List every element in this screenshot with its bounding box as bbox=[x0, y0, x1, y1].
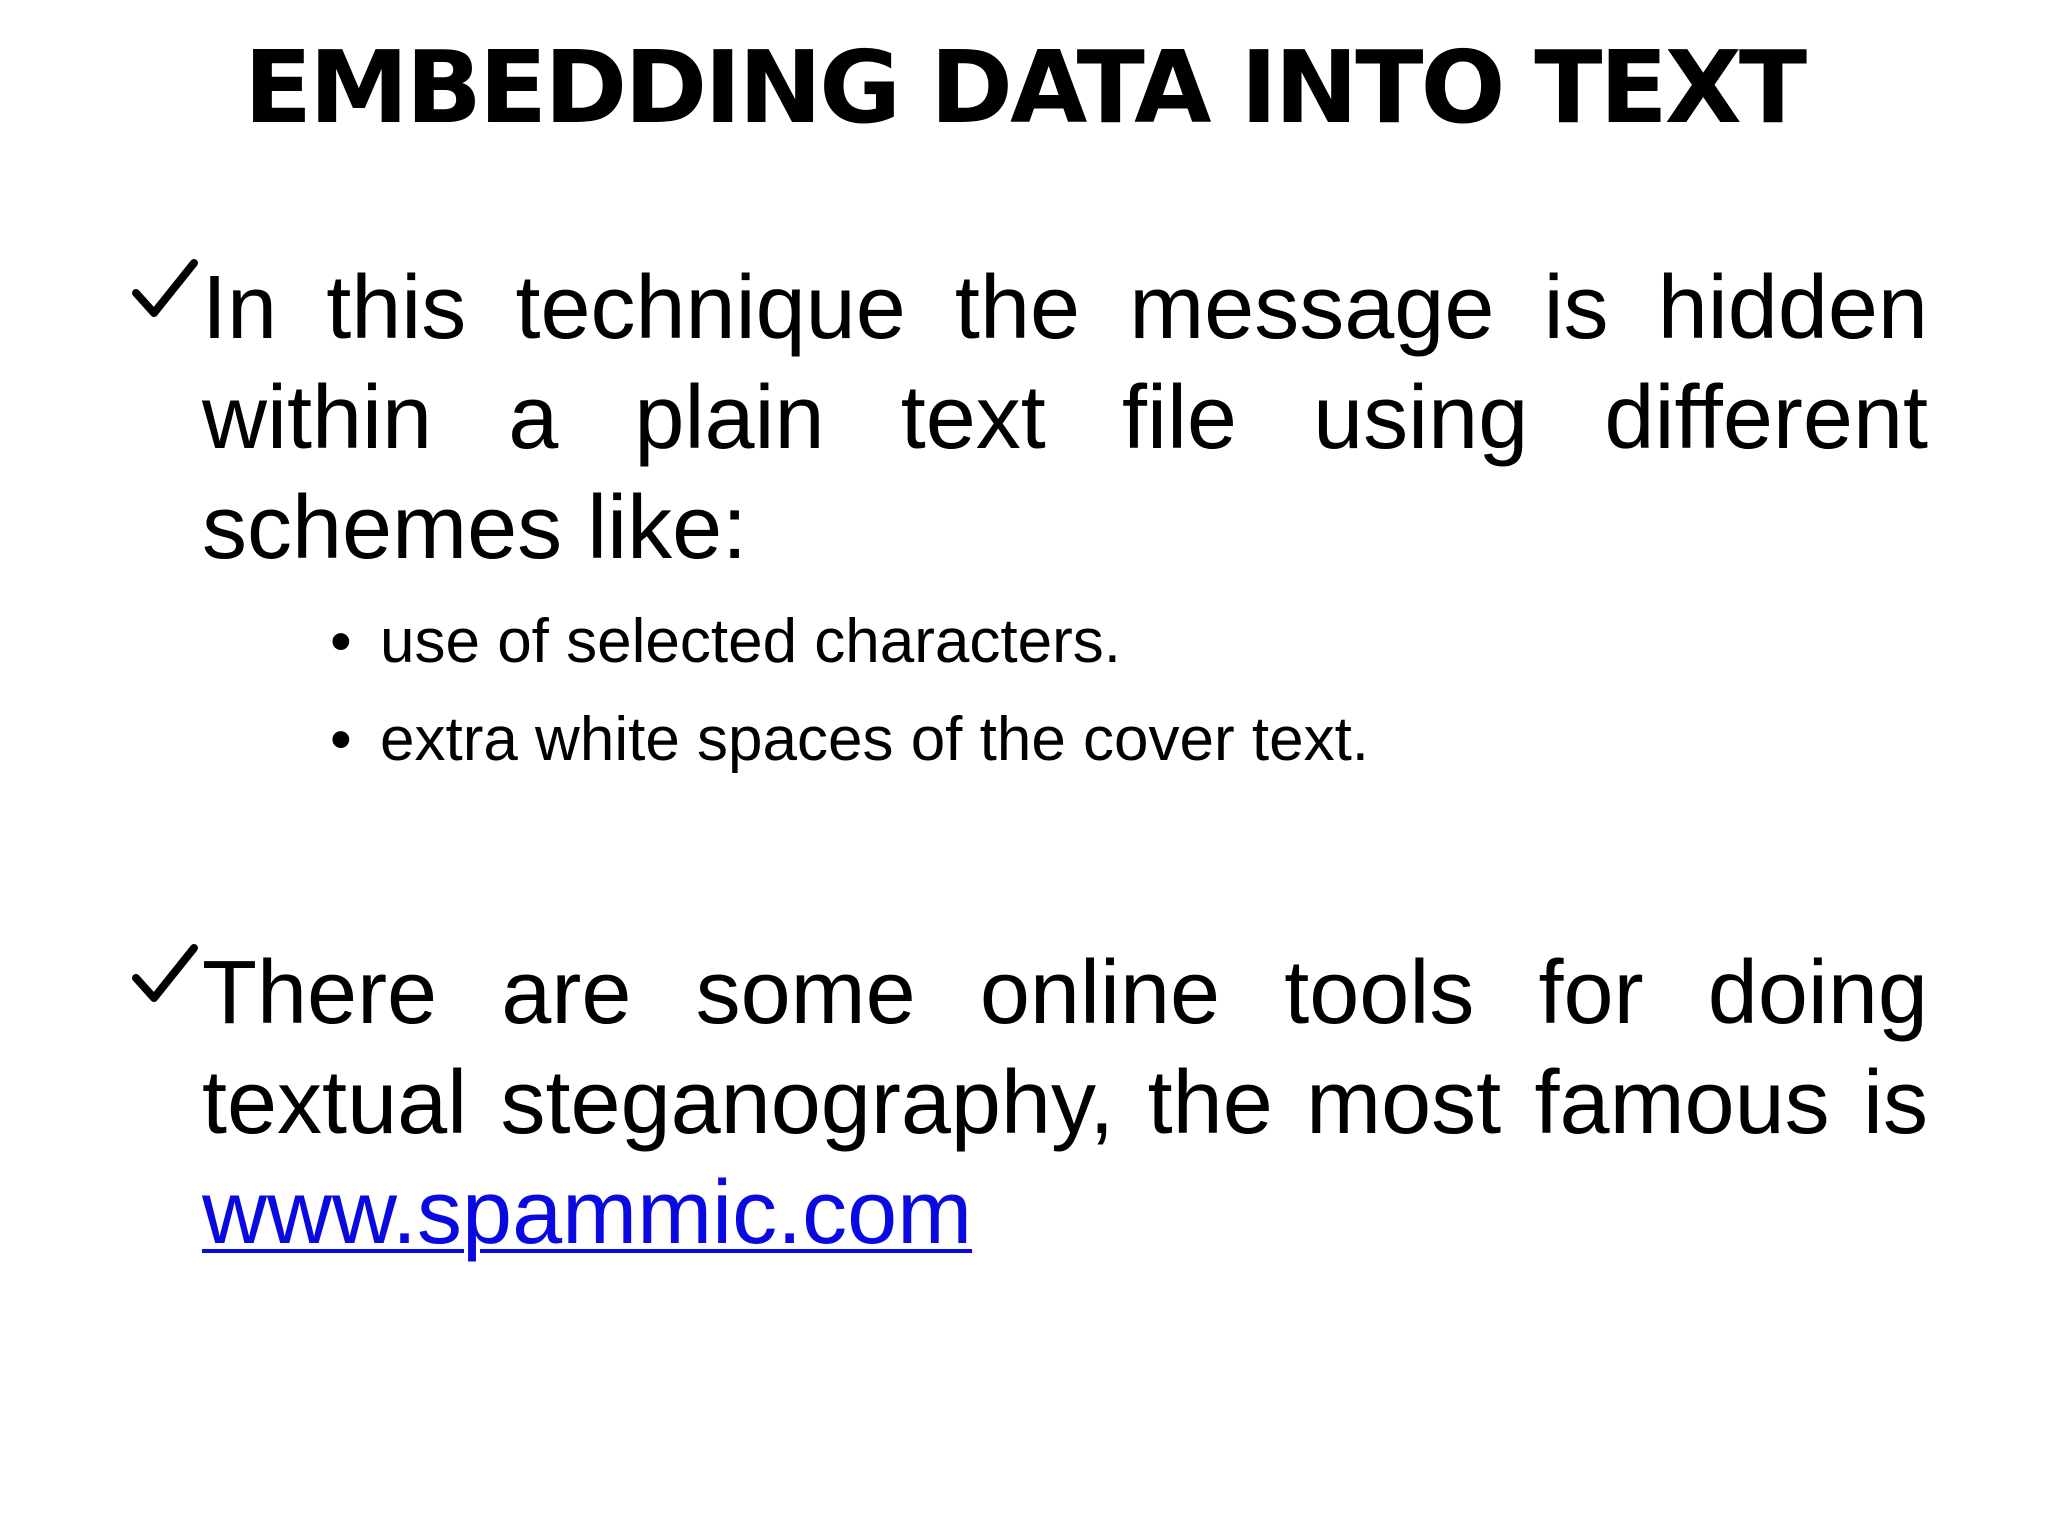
slide-title: EMBEDDING DATA INTO TEXT bbox=[243, 29, 1805, 146]
spammic-link[interactable]: www.spammic.com bbox=[202, 1163, 973, 1263]
sub-bullet-text: use of selected characters. bbox=[380, 607, 1121, 676]
checkmark-icon bbox=[130, 938, 200, 1018]
bullet-text: In this technique the message is hidden within a plain text file using different schemes like: bbox=[202, 258, 1928, 578]
sub-bullet-item bbox=[330, 702, 1369, 778]
checkmark-icon bbox=[130, 253, 200, 333]
sub-bullet-item bbox=[330, 604, 1121, 680]
bullet-marker: • bbox=[330, 607, 352, 676]
sub-bullet-text: extra white spaces of the cover text. bbox=[380, 705, 1370, 774]
bullet-text-part: There are some online tools for doing textual steganography, the most famous is bbox=[202, 943, 1928, 1153]
bullet-text bbox=[202, 938, 1928, 1268]
bullet-marker: • bbox=[330, 705, 352, 774]
